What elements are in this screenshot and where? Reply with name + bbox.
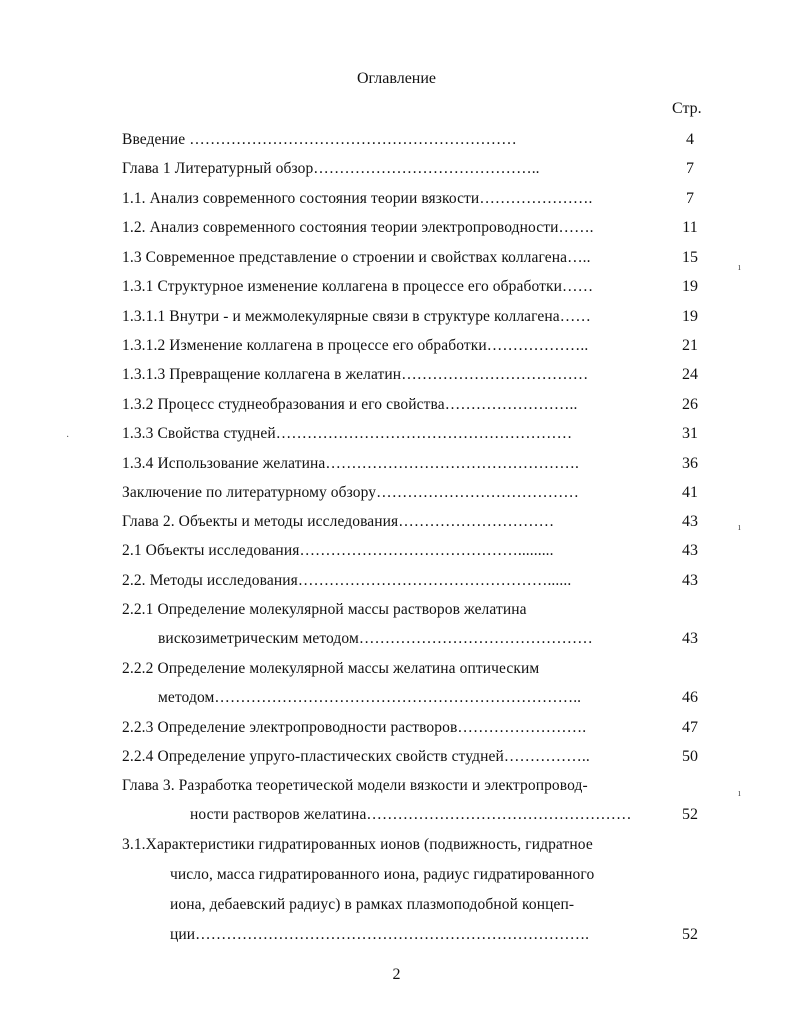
toc-entry: 2.2.4 Определение упруго-пластических свойств студней…………….. bbox=[122, 748, 590, 765]
toc-entry-line3: иона, дебаевский радиус) в рамках плазмоподобной концеп- bbox=[170, 896, 575, 913]
toc-page-number: 31 bbox=[682, 425, 698, 442]
toc-entry-line1: 2.2.1 Определение молекулярной массы растворов желатина bbox=[122, 601, 527, 618]
toc-entry-line1: 2.2.2 Определение молекулярной массы желатина оптическим bbox=[122, 660, 540, 677]
toc-page-number: 46 bbox=[682, 689, 698, 706]
toc-page-number: 47 bbox=[682, 719, 698, 736]
toc-page-number: 7 bbox=[686, 190, 694, 207]
toc-entry: 1.3.4 Использование желатина…………………………………………. bbox=[122, 455, 579, 472]
scan-speck: ı bbox=[738, 262, 741, 273]
toc-entry: 1.3.1.1 Внутри - и межмолекулярные связи в структуре коллагена…… bbox=[122, 308, 591, 325]
toc-entry-line1: 3.1.Характеристики гидратированных ионов (подвижность, гидратное bbox=[122, 836, 593, 853]
page-number-footer: 2 bbox=[392, 966, 401, 983]
toc-entry: Заключение по литературному обзору………………………………… bbox=[122, 484, 579, 501]
toc-page-number: 24 bbox=[682, 366, 698, 383]
toc-entry: Глава 1 Литературный обзор…………………………………….. bbox=[122, 160, 540, 177]
toc-entry: 1.3 Современное представление о строении и свойствах коллагена….. bbox=[122, 249, 591, 266]
toc-entry: 1.3.3 Свойства студней………………………………………………… bbox=[122, 425, 573, 442]
toc-page-number: 36 bbox=[682, 455, 698, 472]
toc-page-number: 50 bbox=[682, 748, 698, 765]
toc-entry: 1.1. Анализ современного состояния теории вязкости…………………. bbox=[122, 190, 593, 207]
toc-entry-line2: методом…………………………………………………………….. bbox=[158, 689, 582, 706]
scan-speck: · bbox=[66, 432, 70, 443]
toc-page-number: 43 bbox=[682, 542, 698, 559]
toc-page-number: 21 bbox=[682, 337, 698, 354]
toc-page-number: 7 bbox=[686, 160, 694, 177]
toc-entry: 1.2. Анализ современного состояния теории электропроводности……. bbox=[122, 219, 594, 236]
toc-entry: 1.3.1.2 Изменение коллагена в процессе его обработки……………….. bbox=[122, 337, 589, 354]
toc-entry: Глава 2. Объекты и методы исследования………………………… bbox=[122, 513, 555, 530]
toc-page-number: 43 bbox=[682, 572, 698, 589]
toc-entry: 1.3.1.3 Превращение коллагена в желатин……………………………… bbox=[122, 366, 589, 383]
toc-entry: 2.1 Объекты исследования……………………………………......... bbox=[122, 542, 554, 559]
toc-entry: 1.3.2 Процесс студнеобразования и его свойства…………………….. bbox=[122, 396, 578, 413]
toc-entry-line1: Глава 3. Разработка теоретической модели вязкости и электропровод- bbox=[122, 777, 588, 794]
toc-page-number: 41 bbox=[682, 484, 698, 501]
toc-entry: Введение ……………………………………………………… bbox=[122, 131, 517, 148]
toc-page-number: 19 bbox=[682, 308, 698, 325]
toc-page-number: 43 bbox=[682, 513, 698, 530]
toc-page-number: 11 bbox=[682, 219, 698, 236]
toc-page-number: 15 bbox=[682, 249, 698, 266]
toc-entry: 1.3.1 Структурное изменение коллагена в процессе его обработки…… bbox=[122, 278, 594, 295]
toc-heading: Оглавление bbox=[356, 70, 437, 87]
toc-page-number: 52 bbox=[682, 926, 698, 943]
page-column-label: Стр. bbox=[672, 100, 702, 117]
scan-speck: ı bbox=[738, 788, 741, 799]
toc-page-number: 4 bbox=[686, 131, 694, 148]
toc-page-number: 19 bbox=[682, 278, 698, 295]
toc-page-number: 26 bbox=[682, 396, 698, 413]
toc-entry: 2.2. Методы исследования…………………………………………...... bbox=[122, 572, 572, 589]
toc-entry: 2.2.3 Определение электропроводности растворов……………………. bbox=[122, 719, 587, 736]
toc-page-number: 43 bbox=[682, 630, 698, 647]
toc-entry-line4: ции…………………………………………………………………. bbox=[170, 926, 590, 943]
toc-entry-line2: вискозиметрическим методом……………………………………… bbox=[158, 630, 593, 647]
toc-entry-line2: ности растворов желатина…………………………………………… bbox=[190, 806, 632, 823]
scan-speck: ı bbox=[738, 522, 741, 533]
toc-page-number: 52 bbox=[682, 806, 698, 823]
toc-entry-line2: число, масса гидратированного иона, радиус гидратированного bbox=[170, 866, 595, 883]
